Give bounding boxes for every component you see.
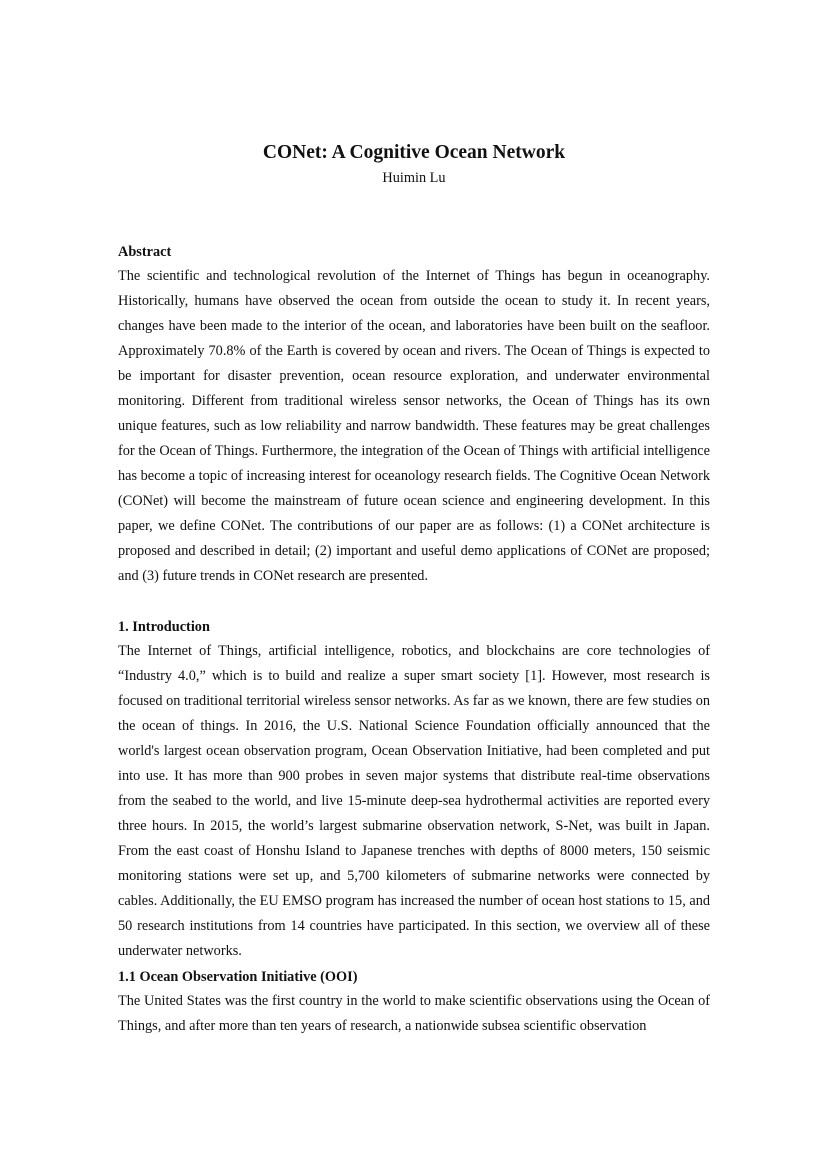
abstract-paragraph: The scientific and technological revolution of the Internet of Things has begun in oceanography. Historically, humans have observed the ocean from outside the ocean to study it. In recent years, changes have been made to the interior of the ocean, and laboratories have been built on the seafloor. Approximately 70.8% of the Earth is covered by ocean and rivers. The Ocean of Things is expected to be important for disaster prevention, ocean resource exploration, and underwater environmental monitoring. Different from traditional wireless sensor networks, the Ocean of Things has its own unique features, such as low reliability and narrow bandwidth. These features may be great challenges for the Ocean of Things. Furthermore, the integration of the Ocean of Things with artificial intelligence has become a topic of increasing interest for oceanology research fields. The Cognitive Ocean Network (CONet) will become the mainstream of future ocean science and engineering development. In this paper, we define CONet. The contributions of our paper are as follows: (1) a CONet architecture is proposed and described in detail; (2) important and useful demo applications of CONet are proposed; and (3) future trends in CONet research are presented. [118,268,710,584]
introduction-paragraph: The Internet of Things, artificial intelligence, robotics, and blockchains are core technologies of “Industry 4.0,” which is to build and realize a super smart society [1]. However, most research is focused on traditional territorial wireless sensor networks. As far as we known, there are few studies on the ocean of things. In 2016, the U.S. National Science Foundation officially announced that the world's largest ocean observation program, Ocean Observation Initiative, had been completed and put into use. It has more than 900 probes in seven major systems that distribute real-time observations from the seabed to the world, and live 15-minute deep-sea hydrothermal activities are reported every three hours. In 2015, the world’s largest submarine observation network, S-Net, was built in Japan. From the east coast of Honshu Island to Japanese trenches with depths of 8000 meters, 150 seismic monitoring stations were set up, and 5,700 kilometers of submarine networks were connected by cables. Additionally, the EU EMSO program has increased the number of ocean host stations to 15, and 50 research institutions from 14 countries have participated. In this section, we overview all of these underwater networks. [118,643,710,959]
section-ooi-paragraph: The United States was the first country in the world to make scientific observations using the Ocean of Things, and after more than ten years of research, a nationwide subsea scientific observation [118,993,710,1034]
paper-author: Huimin Lu [382,170,446,186]
introduction-heading: 1. Introduction [118,619,210,635]
abstract-heading: Abstract [118,244,172,260]
paper-title: CONet: A Cognitive Ocean Network [262,142,566,163]
section-ooi-heading: 1.1 Ocean Observation Initiative (OOI) [118,969,358,985]
